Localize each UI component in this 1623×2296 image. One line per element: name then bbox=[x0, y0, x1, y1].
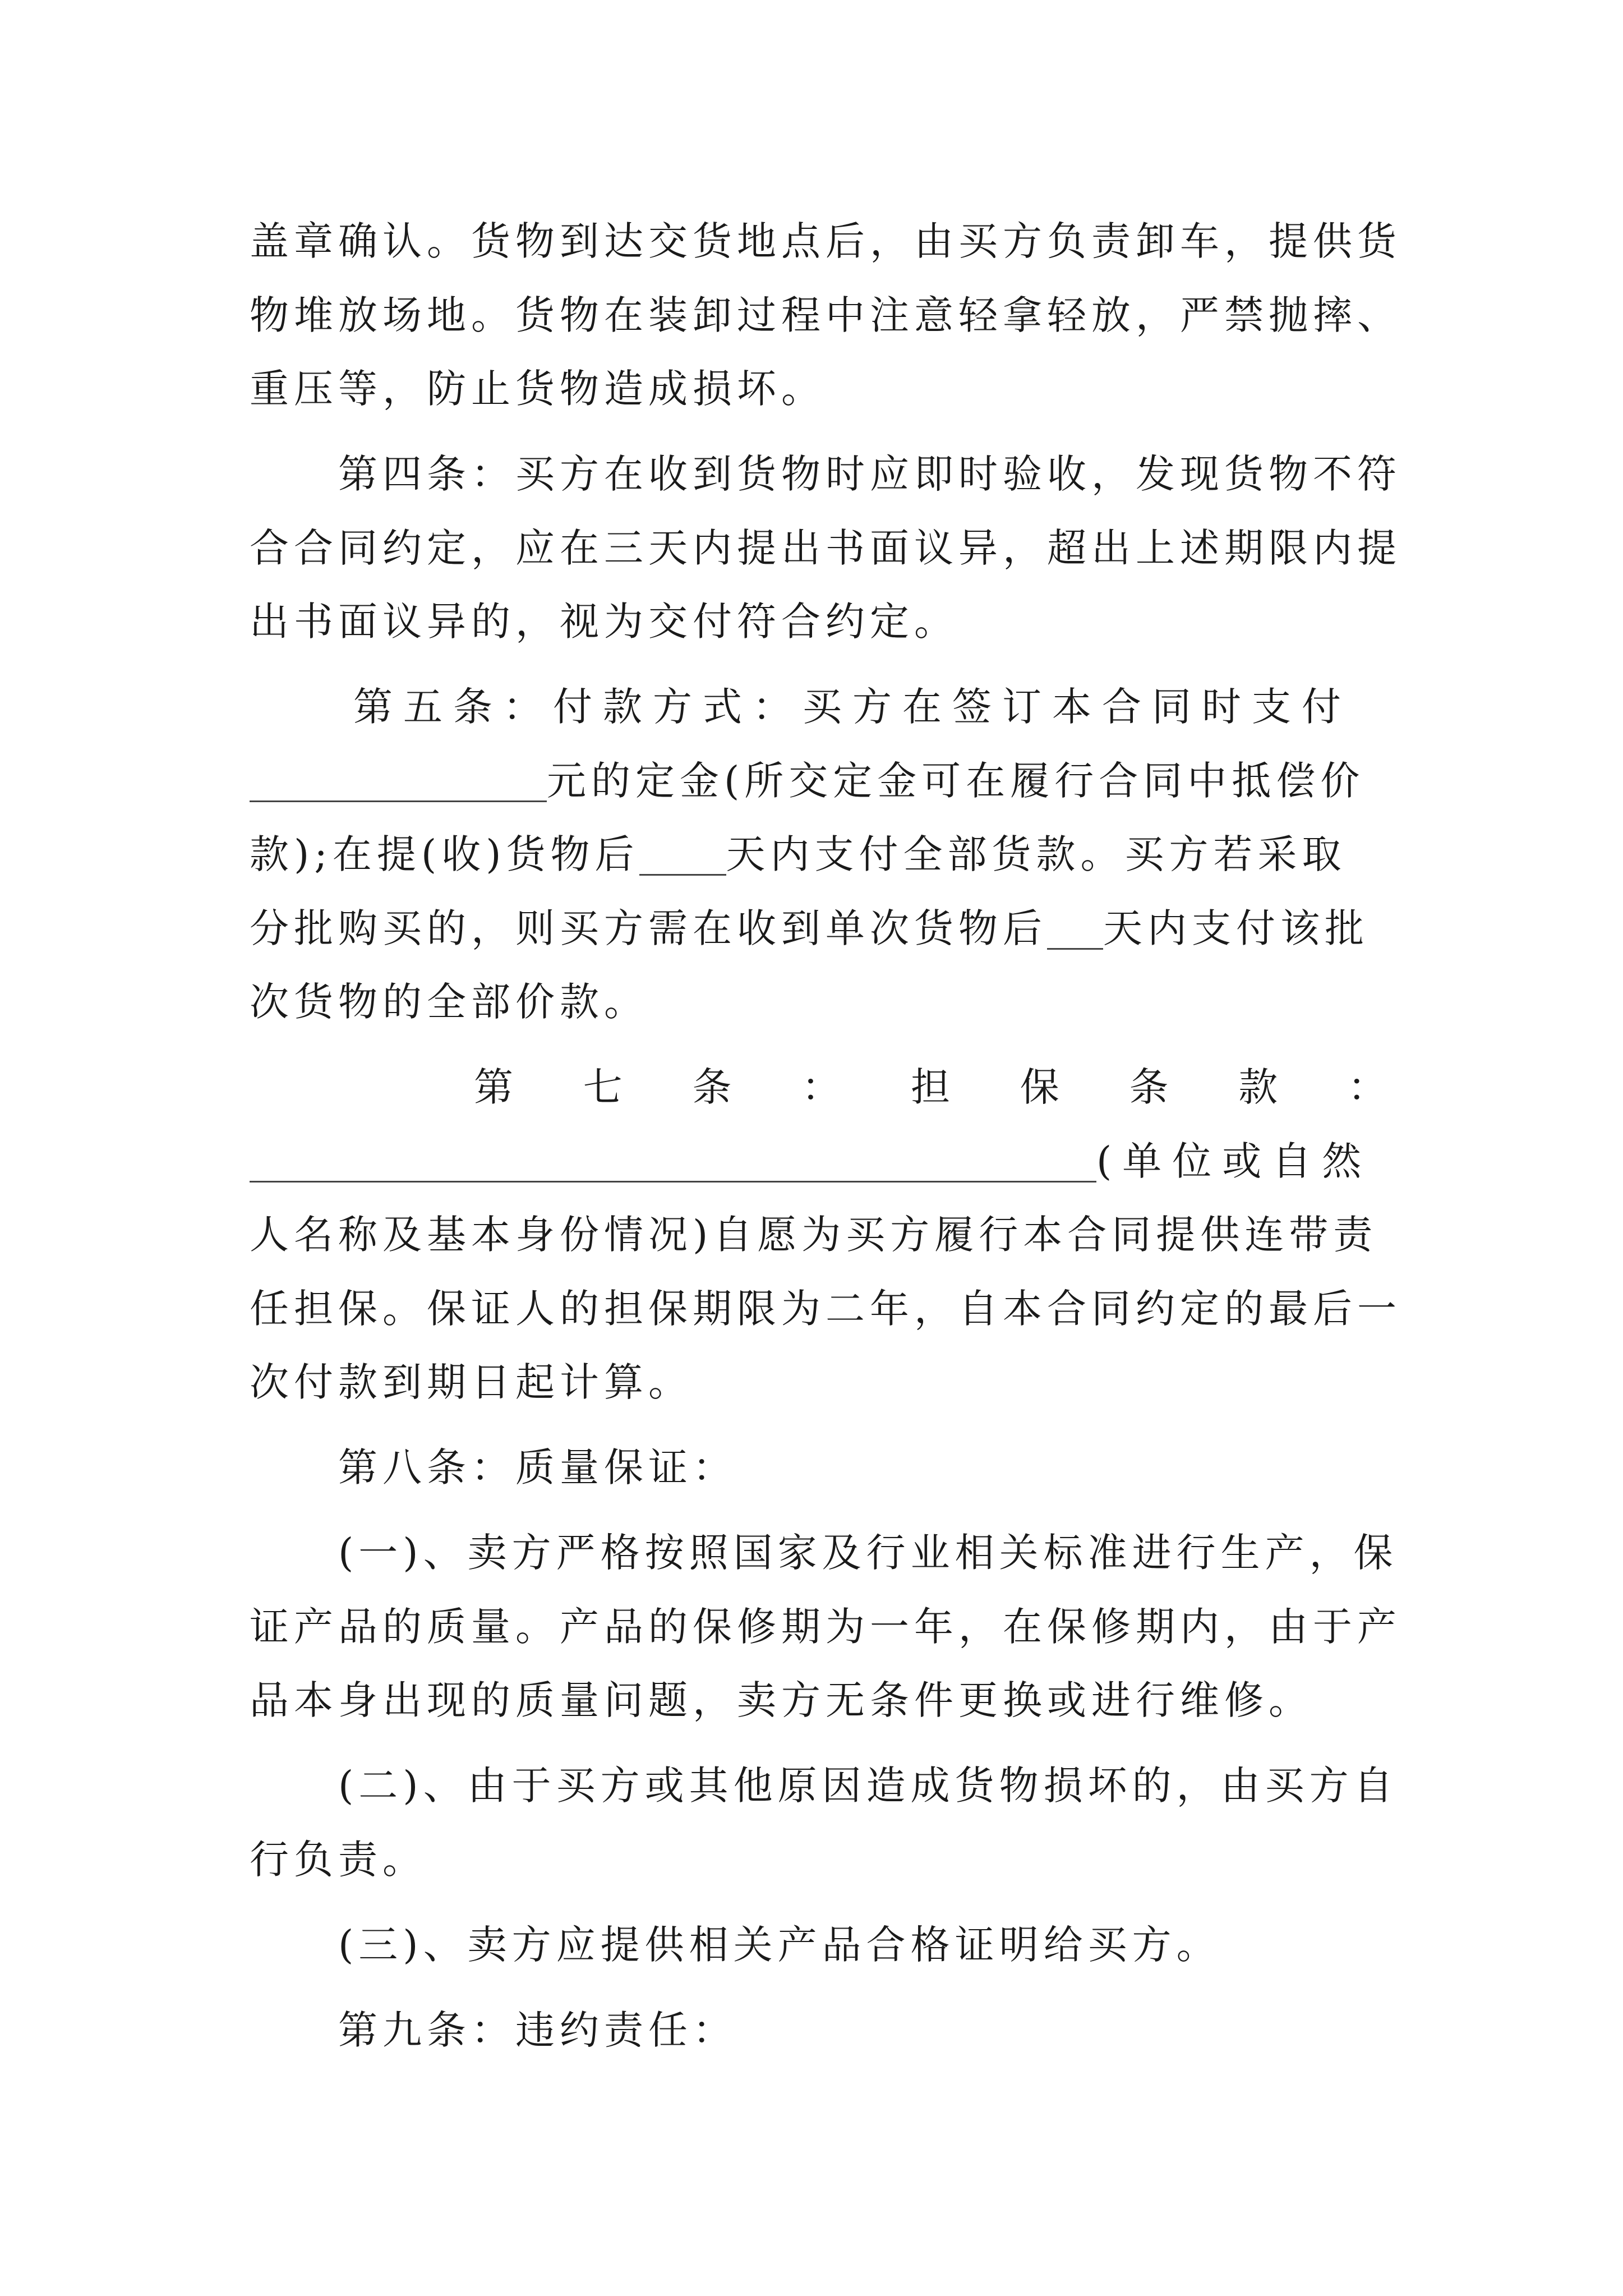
text-line: 重压等，防止货物造成损坏。 bbox=[250, 366, 826, 412]
text-line: (一)、卖方严格按照国家及行业相关标准进行生产，保 bbox=[338, 1530, 1398, 1576]
text-line: (二)、由于买方或其他原因造成货物损坏的，由买方自 bbox=[338, 1763, 1398, 1809]
guarantor-name-blank[interactable] bbox=[250, 1142, 1096, 1182]
payment-days-blank[interactable] bbox=[639, 835, 726, 876]
text-line: 合合同约定，应在三天内提出书面议异，超出上述期限内提 bbox=[250, 525, 1401, 571]
text-segment: 元的定金(所交定金可在履行合同中抵偿价 bbox=[547, 758, 1365, 804]
text-line bbox=[250, 753, 1364, 809]
article-9-heading: 第九条：违约责任： bbox=[338, 2007, 737, 2053]
heading-char: 第 bbox=[474, 1064, 513, 1110]
text-line: 物堆放场地。货物在装卸过程中注意轻拿轻放，严禁抛摔、 bbox=[250, 292, 1401, 338]
deposit-amount-blank[interactable] bbox=[250, 761, 547, 802]
heading-char: 七 bbox=[583, 1064, 623, 1110]
text-line bbox=[250, 1133, 1372, 1189]
heading-char: 担 bbox=[911, 1064, 950, 1110]
text-line bbox=[250, 826, 1347, 882]
text-line: 任担保。保证人的担保期限为二年，自本合同约定的最后一 bbox=[250, 1286, 1401, 1332]
text-segment: 款);在提(收)货物后 bbox=[250, 831, 639, 877]
text-line: 品本身出现的质量问题，卖方无条件更换或进行维修。 bbox=[250, 1677, 1313, 1723]
text-line: 行负责。 bbox=[250, 1837, 427, 1883]
text-line: 次货物的全部价款。 bbox=[250, 979, 648, 1025]
heading-char: 条 bbox=[692, 1064, 732, 1110]
text-line bbox=[250, 900, 1369, 956]
article-7-heading bbox=[250, 1059, 1387, 1115]
text-segment: 天内支付该批 bbox=[1103, 905, 1369, 951]
text-segment: 天内支付全部货款。买方若采取 bbox=[726, 831, 1347, 877]
article-5-heading: 第五条：付款方式：买方在签订本合同时支付 bbox=[353, 684, 1352, 730]
article-4-heading: 第四条：买方在收到货物时应即时验收，发现货物不符 bbox=[338, 451, 1401, 497]
text-line: (三)、卖方应提供相关产品合格证明给买方。 bbox=[338, 1922, 1221, 1968]
heading-char: ： bbox=[1348, 1064, 1387, 1110]
text-segment: 分批购买的，则买方需在收到单次货物后 bbox=[250, 905, 1047, 951]
text-line: 出书面议异的，视为交付符合约定。 bbox=[250, 599, 958, 645]
batch-payment-days-blank[interactable] bbox=[1047, 909, 1103, 950]
heading-char: ： bbox=[801, 1064, 841, 1110]
text-line: 人名称及基本身份情况)自愿为买方履行本合同提供连带责 bbox=[250, 1212, 1378, 1258]
text-line: 次付款到期日起计算。 bbox=[250, 1359, 693, 1405]
heading-char: 保 bbox=[1020, 1064, 1059, 1110]
article-8-heading: 第八条：质量保证： bbox=[338, 1444, 737, 1490]
heading-char: 款 bbox=[1238, 1064, 1278, 1110]
text-line: 证产品的质量。产品的保修期为一年，在保修期内，由于产 bbox=[250, 1604, 1401, 1650]
text-line: 盖章确认。货物到达交货地点后，由买方负责卸车，提供货 bbox=[250, 218, 1401, 264]
heading-char: 条 bbox=[1129, 1064, 1169, 1110]
text-segment: (单位或自然 bbox=[1096, 1138, 1372, 1184]
